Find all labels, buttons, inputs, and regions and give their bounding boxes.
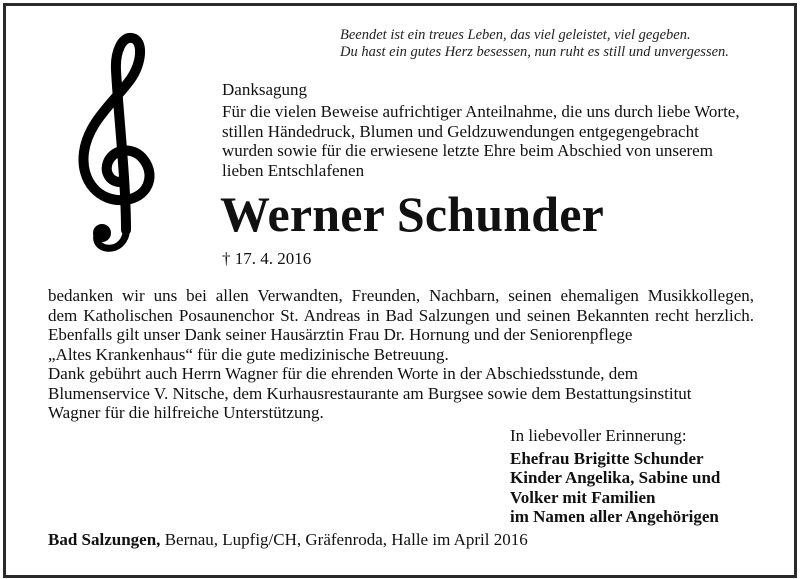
place-rest: Bernau, Lupfig/CH, Gräfenroda, Halle im April 2016 — [160, 530, 528, 549]
thanks-body — [48, 286, 754, 423]
signature-block — [510, 426, 720, 527]
signature-line: Kinder Angelika, Sabine und — [510, 468, 721, 487]
intro-line: Für die vielen Beweise aufrichtiger Anteilnahme, die uns durch liebe Worte, — [222, 102, 740, 121]
body-line: Blumenservice V. Nitsche, dem Kurhausrestaurante am Burgsee sowie dem Bestattungsinstitut — [48, 383, 692, 403]
intro-paragraph — [222, 102, 767, 180]
signature-line: im Namen aller Angehörigen — [510, 507, 719, 526]
treble-clef-icon — [70, 30, 165, 255]
body-line: Wagner für die hilfreiche Unterstützung. — [48, 403, 324, 422]
body-line: „Altes Krankenhaus“ für die gute medizinische Betreuung. — [48, 344, 449, 364]
motto-verse — [340, 27, 729, 61]
body-line: Dank gebührt auch Herrn Wagner für die ehrenden Worte in der Abschiedsstunde, dem — [48, 364, 639, 383]
intro-line: wurden sowie für die erwiesene letzte Ehre beim Abschied von unserem — [222, 141, 713, 160]
motto-line: Beendet ist ein treues Leben, das viel geleistet, viel gegeben. — [340, 27, 691, 43]
signature-line: Volker mit Familien — [510, 487, 656, 507]
place-date-line — [48, 530, 528, 550]
body-line: Ebenfalls gilt unser Dank seiner Hausärztin Frau Dr. Hornung und der Seniorenpflege — [48, 325, 633, 344]
death-date: † 17. 4. 2016 — [222, 249, 312, 268]
signature-line: Ehefrau Brigitte Schunder — [510, 448, 704, 468]
place-main: Bad Salzungen, — [48, 530, 161, 549]
body-line: dem Katholischen Posaunenchor St. Andreas in Bad Salzungen und seinen Bekannten recht herzlich. — [48, 305, 754, 325]
intro-line: stillen Händedruck, Blumen und Geldzuwendungen entgegengebracht — [222, 121, 699, 141]
deceased-name: Werner Schunder — [220, 186, 605, 242]
motto-line: Du hast ein gutes Herz besessen, nun ruht es still und unvergessen. — [340, 44, 729, 60]
signature-intro: In liebevoller Erinnerung: — [510, 426, 687, 445]
heading-danksagung: Danksagung — [222, 80, 307, 99]
body-line: bedanken wir uns bei allen Verwandten, Freunden, Nachbarn, seinen ehemaligen Musikkollegen, — [48, 286, 754, 305]
intro-line: lieben Entschlafenen — [222, 160, 365, 180]
